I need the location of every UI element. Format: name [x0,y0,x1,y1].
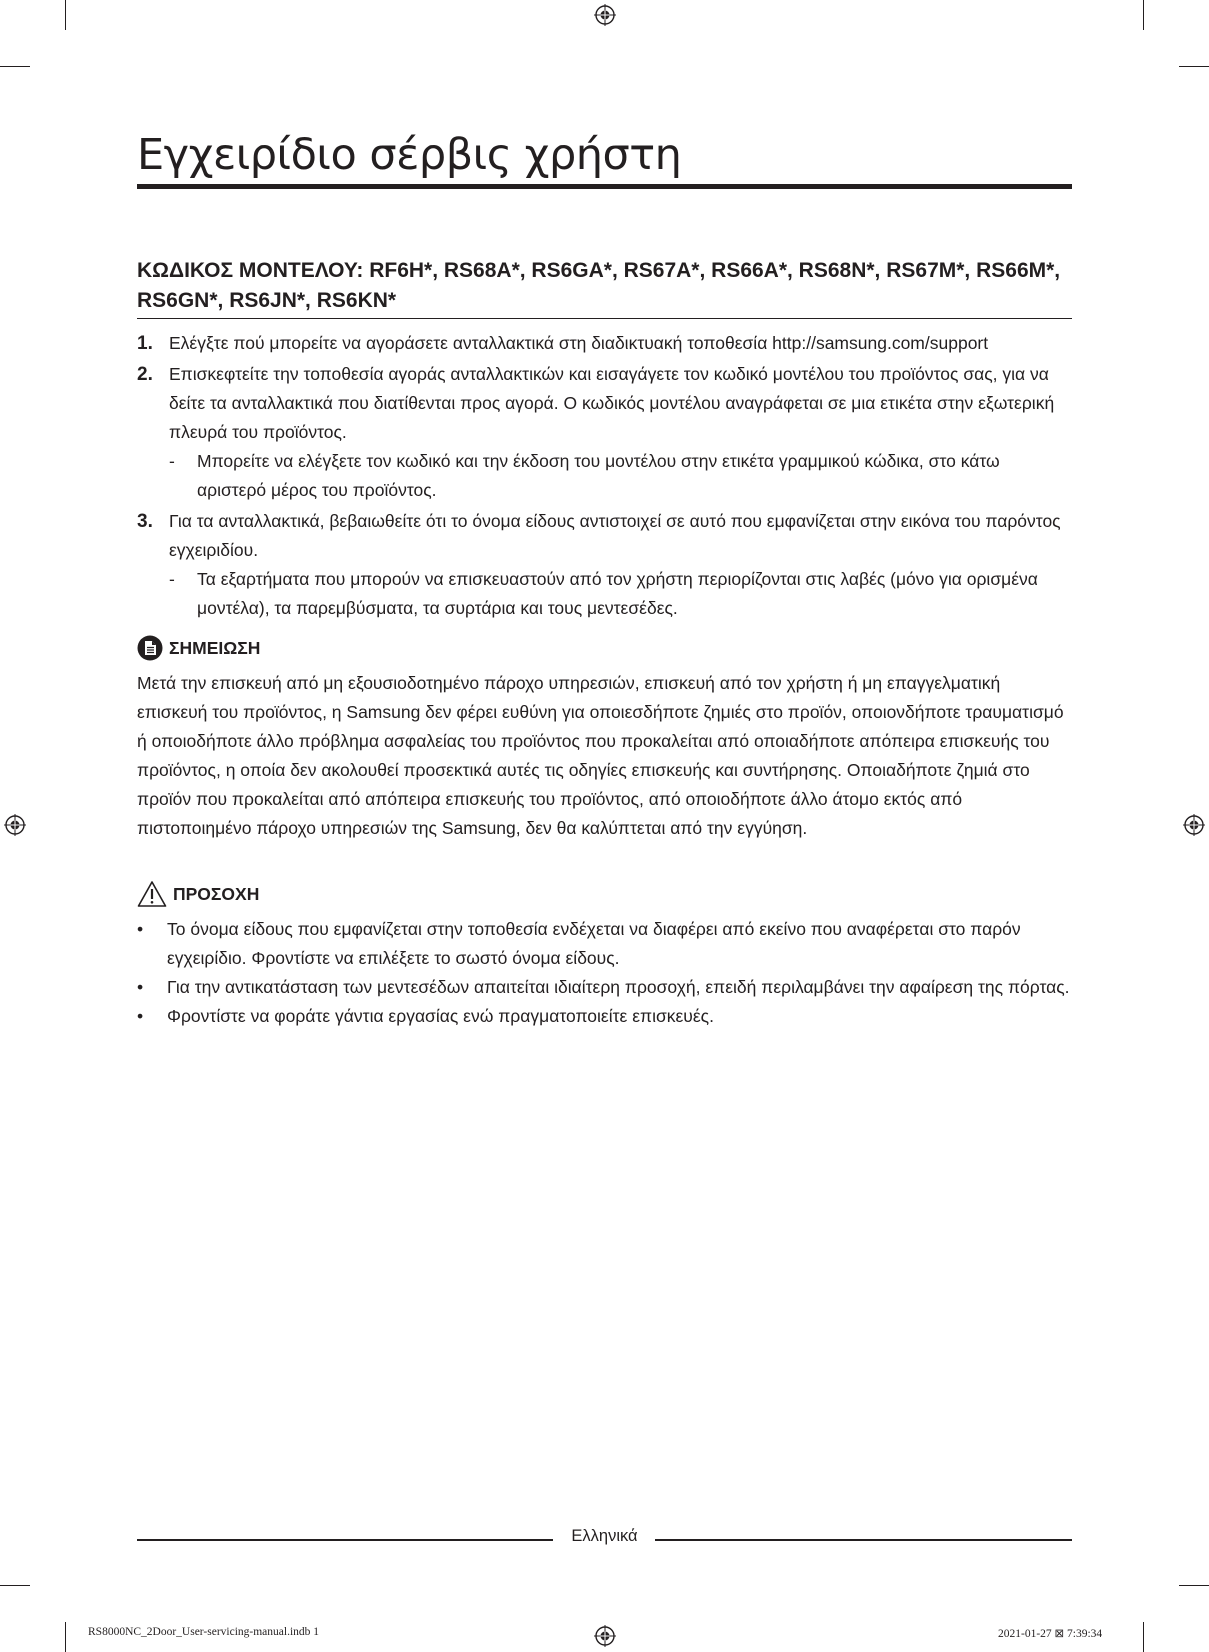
step-text: Για τα ανταλλακτικά, βεβαιωθείτε ότι το όνομα είδους αντιστοιχεί σε αυτό που εμφανίζεται στην εικόνα του παρόντος εγχειριδίου. [169,511,1061,560]
caution-item-text: Το όνομα είδους που εμφανίζεται στην τοποθεσία ενδέχεται να διαφέρει από εκείνο που αναφέρεται στο παρόν εγχειρίδιο. Φροντίστε να επιλέξετε το σωστό όνομα είδους. [167,919,1021,968]
step-subitem-text: Τα εξαρτήματα που μπορούν να επισκευαστούν από τον χρήστη περιορίζονται στις λαβές (μόνο για ορισμένα μοντέλα), τα παρεμβύσματα, τα συρτάρια και τους μεντεσέδες. [197,569,1038,618]
note-icon [137,635,163,661]
bullet-marker: • [137,919,144,939]
steps-list [137,329,1072,623]
step-text: Επισκεφτείτε την τοποθεσία αγοράς ανταλλακτικών και εισαγάγετε τον κωδικό μοντέλου του προϊόντος σας, για να δείτε τα ανταλλακτικά που διατίθενται προς αγορά. Ο κωδικός μοντέλου αναγράφεται σε μια ετικέτα στην εξωτερική πλευρά του προϊόντος. [169,364,1055,442]
step-subitem-text: Μπορείτε να ελέγξετε τον κωδικό και την έκδοση του μοντέλου στην ετικέτα γραμμικού κώδικα, στο κάτω αριστερό μέρος του προϊόντος. [197,451,1000,500]
page-title: Εγχειρίδιο σέρβις χρήστη [137,130,682,180]
print-timestamp: 2021-01-27 ⊠ 7:39:34 [998,1628,1103,1640]
registration-mark-icon [594,1625,616,1647]
step-subitem [169,447,1072,505]
bullet-marker: • [137,1006,144,1026]
title-divider [137,184,1072,189]
step-item [137,360,1072,505]
caution-item [137,915,1072,973]
caution-item [137,1002,1072,1031]
registration-mark-icon [4,814,26,836]
dash-marker: - [169,569,175,589]
bullet-marker: • [137,977,144,997]
caution-item-text: Για την αντικατάσταση των μεντεσέδων απαιτείται ιδιαίτερη προσοχή, επειδή περιλαμβάνει την αφαίρεση της πόρτας. [167,977,1070,997]
step-item [137,329,1072,358]
step-text: Ελέγξτε πού μπορείτε να αγοράσετε ανταλλακτικά στη διαδικτυακή τοποθεσία http://samsung.com/support [169,333,989,353]
dash-marker: - [169,451,175,471]
caution-list [137,915,1072,1031]
crop-mark [0,1585,30,1586]
note-label: ΣΗΜΕΙΩΣΗ [169,637,261,658]
step-subitem [169,565,1072,623]
note-text: Μετά την επισκευή από μη εξουσιοδοτημένο πάροχο υπηρεσιών, επισκευή από τον χρήστη ή μη επαγγελματική επισκευή του προϊόντος, η Samsung δεν φέρει ευθύνη για οποιεσδήποτε ζημιές στο προϊόν, οποιονδήποτε τραυματισμό ή οποιοδήποτε άλλο πρόβλημα ασφαλείας του προϊόντος που προκαλείται από οποιαδήποτε απόπειρα επισκευής του προϊόντος, η οποία δεν ακολουθεί προσεκτικά αυτές τις οδηγίες επισκευής και συντήρησης. Οποιαδήποτε ζημιά στο προϊόν που προκαλείται από απόπειρα επισκευής του προϊόντος, από οποιοδήποτε άλλο άτομο εκτός από πιστοποιημένο πάροχο υπηρεσιών της Samsung, δεν θα καλύπτεται από την εγγύηση. [137,673,1064,838]
footer-language: Ελληνικά [571,1527,638,1545]
registration-mark-icon [1183,814,1205,836]
caution-item-text: Φροντίστε να φοράτε γάντια εργασίας ενώ πραγματοποιείτε επισκευές. [167,1006,714,1026]
crop-mark [0,66,30,67]
crop-mark [1143,1622,1144,1652]
step-number: 1. [137,333,153,354]
step-item [137,507,1072,623]
crop-mark [1143,0,1144,30]
caution-item [137,973,1072,1002]
crop-mark [1179,66,1209,67]
crop-mark [1179,1585,1209,1586]
step-number: 3. [137,511,153,532]
model-heading-divider [137,318,1072,319]
registration-mark-icon [594,4,616,26]
crop-mark [65,0,66,30]
caution-heading [137,880,259,908]
print-file-name: RS8000NC_2Door_User-servicing-manual.indb 1 [88,1626,320,1638]
caution-label: ΠΡΟΣΟΧΗ [173,883,260,904]
page-footer [137,1525,1072,1555]
crop-mark [65,1622,66,1652]
note-heading [137,634,260,662]
model-code-heading: ΚΩΔΙΚΟΣ ΜΟΝΤΕΛΟΥ: RF6H*, RS68A*, RS6GA*, RS67A*, RS66A*, RS68N*, RS67M*, RS66M*, RS6GN*, RS6JN*, RS6KN* [137,259,1061,312]
warning-triangle-icon [137,880,167,908]
step-number: 2. [137,364,153,385]
